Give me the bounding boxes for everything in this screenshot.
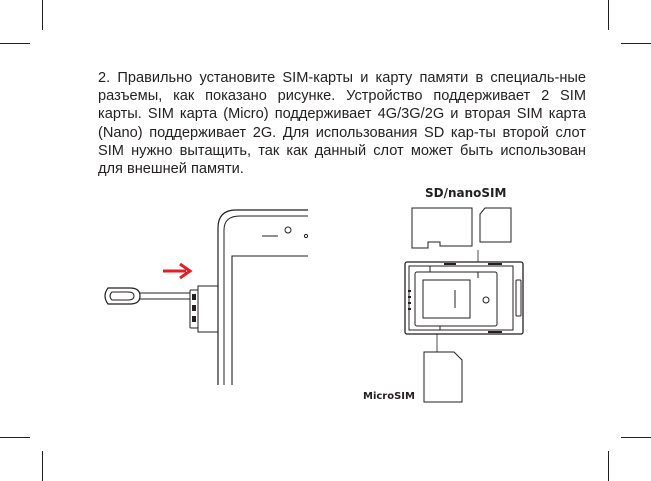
sd-card <box>412 208 472 248</box>
microsim-label: MicroSIM <box>363 391 415 402</box>
sim-tray-side-view <box>192 294 196 322</box>
sd-nanosim-label: SD/nanoSIM <box>425 186 507 200</box>
eject-pin <box>105 288 190 304</box>
nano-sim-card <box>480 208 511 242</box>
insert-arrow <box>163 264 190 278</box>
tray-tabs <box>444 263 502 333</box>
phone-illustration <box>190 210 308 385</box>
instruction-text: 2. Правильно установите SIM-карты и карту памяти в специаль-ные разъемы, как показано рисунке. Устройство поддерживает 2 SIM карты. SIM карта (Micro) поддерживает 4G/3G/2G и вторая SIM карта (Nano) поддерживает 2G. Для использования SD кар-ты второй слот SIM нужно вытащить, так как данный слот может быть использован для внешней памяти. <box>98 70 586 178</box>
sim-tray <box>405 262 523 334</box>
